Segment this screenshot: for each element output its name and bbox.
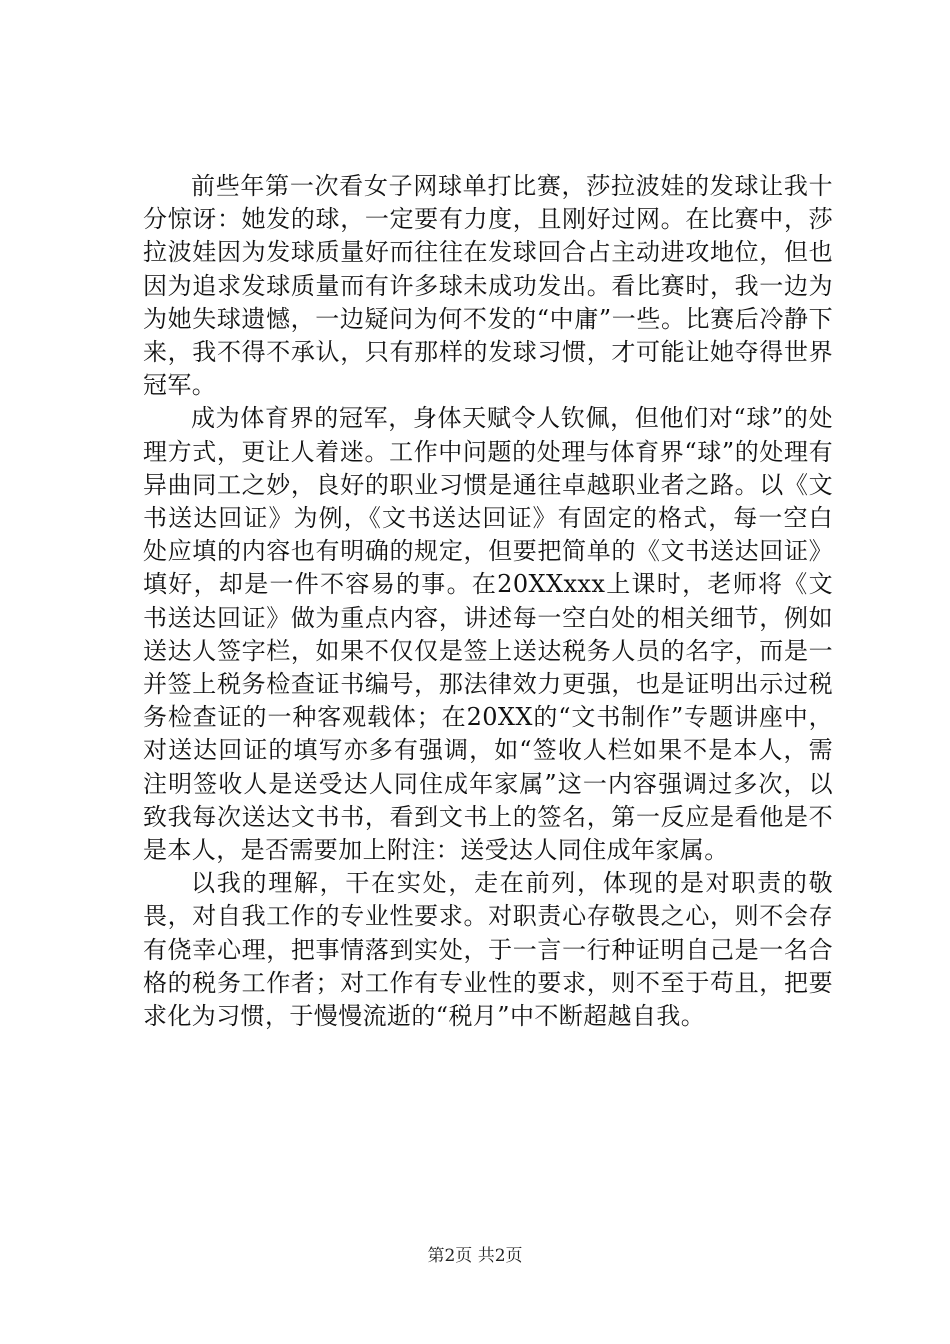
page-number-footer: 第2页 共2页 (427, 1246, 523, 1266)
paragraph-1: 前些年第一次看女子网球单打比赛，莎拉波娃的发球让我十分惊讶：她发的球，一定要有力度，且刚好过网。在比赛中，莎拉波娃因为发球质量好而往往在发球回合占主动进攻地位，但也因为追求发球质量而有许多球未成功发出。看比赛时，我一边为为她失球遗憾，一边疑问为何不发的“中庸”一些。比赛后冷静下来，我不得不承认，只有那样的发球习惯，才可能让她夺得世界冠军。 (143, 172, 833, 400)
paragraph-2: 成为体育界的冠军，身体天赋令人钦佩，但他们对“球”的处理方式，更让人着迷。工作中问题的处理与体育界“球”的处理有异曲同工之妙，良好的职业习惯是通往卓越职业者之路。以《文书送达回证》为例，《文书送达回证》有固定的格式，每一空白处应填的内容也有明确的规定，但要把简单的《文书送达回证》填好，却是一件不容易的事。在20XXxxx上课时，老师将《文书送达回证》做为重点内容，讲述每一空白处的相关细节，例如送达人签字栏，如果不仅仅是签上送达税务人员的名字，而是一并签上税务检查证书编号，那法律效力更强，也是证明出示过税务检查证的一种客观载体；在20XX的“文书制作”专题讲座中，对送达回证的填写亦多有强调，如“签收人栏如果不是本人，需注明签收人是送受达人同住成年家属”这一内容强调过多次，以致我每次送达文书书，看到文书上的签名，第一反应是看他是不是本人，是否需要加上附注：送受达人同住成年家属。 (143, 404, 833, 865)
document-body (143, 170, 833, 1033)
paragraph-3: 以我的理解，干在实处，走在前列，体现的是对职责的敬畏，对自我工作的专业性要求。对职责心存敬畏之心，则不会存有侥幸心理，把事情落到实处，于一言一行种证明自己是一名合格的税务工作者；对工作有专业性的要求，则不至于苟且，把要求化为习惯，于慢慢流逝的“税月”中不断超越自我。 (143, 869, 833, 1031)
